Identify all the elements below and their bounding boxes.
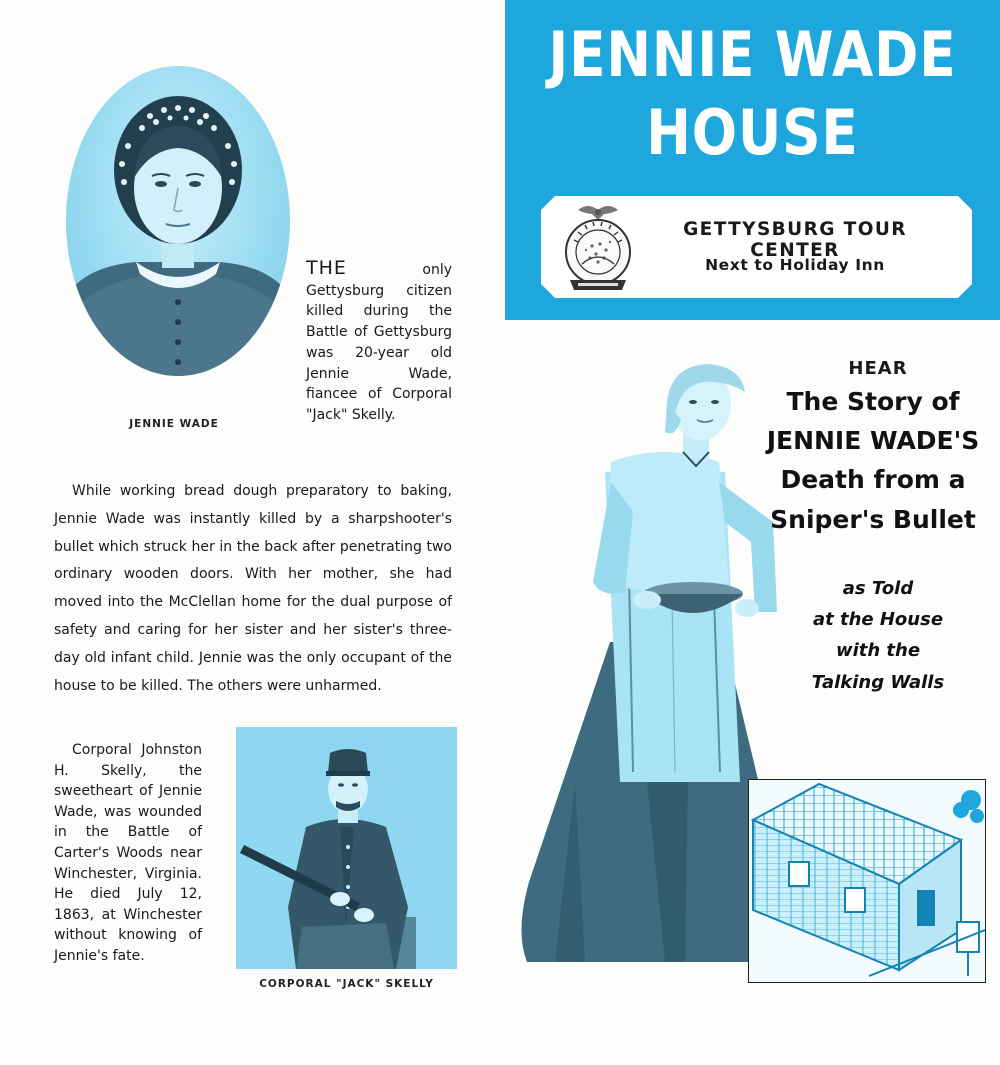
gettysburg-tours-seal-icon — [556, 198, 640, 294]
story-line-4: Sniper's Bullet — [770, 505, 976, 534]
story-line-2: JENNIE WADE'S — [766, 426, 980, 455]
told-line-2: at the House — [812, 609, 944, 630]
title-line-1: JENNIE WADE — [548, 18, 957, 91]
intro-text: only Gettysburg citizen killed during the Battle of Gettysburg was 20-year old Jennie Wade, fiancee of Corporal "Jack" Skelly. — [306, 262, 452, 423]
intro-paragraph — [306, 258, 452, 426]
story-line-3: Death from a — [780, 465, 966, 494]
told-line-4: Talking Walls — [811, 672, 945, 693]
told-line-3: with the — [835, 640, 921, 661]
skelly-paragraph: Corporal Johnston H. Skelly, the sweetheart of Jennie Wade, was wounded in the Battle of Carter's Woods near Winchester, Virginia. He died July 12, 1863, at Winchester without knowing of Jennie's fate. — [54, 742, 202, 964]
jennie-wade-portrait-image — [66, 66, 290, 376]
jennie-wade-portrait — [66, 66, 290, 376]
jennie-wade-caption: JENNIE WADE — [129, 418, 219, 430]
house-illustration — [748, 779, 986, 983]
skelly-photo-image — [236, 727, 457, 969]
tour-center-location: Next to Holiday Inn — [705, 256, 885, 274]
skelly-caption: CORPORAL "JACK" SKELLY — [259, 978, 434, 990]
title-line-2: HOUSE — [646, 96, 859, 169]
told-line-1: as Told — [842, 578, 914, 599]
house-illustration-image — [749, 780, 985, 982]
skelly-photo — [236, 727, 457, 969]
story-paragraph: While working bread dough preparatory to baking, Jennie Wade was instantly killed by a sharpshooter's bullet which struck her in the back after penetrating two ordinary wooden doors. With her mother, she had moved into the McClellan home for the dual purpose of safety and caring for her sister and her sister's three-day old infant child. Jennie was the only occupant of the house to be killed. The others were unharmed. — [54, 483, 452, 694]
story-line-1: The Story of — [786, 387, 960, 416]
intro-dropcap: THE — [306, 257, 347, 279]
tour-center-name: GETTYSBURG TOUR CENTER — [683, 219, 907, 261]
hear-heading: HEAR — [848, 358, 908, 379]
